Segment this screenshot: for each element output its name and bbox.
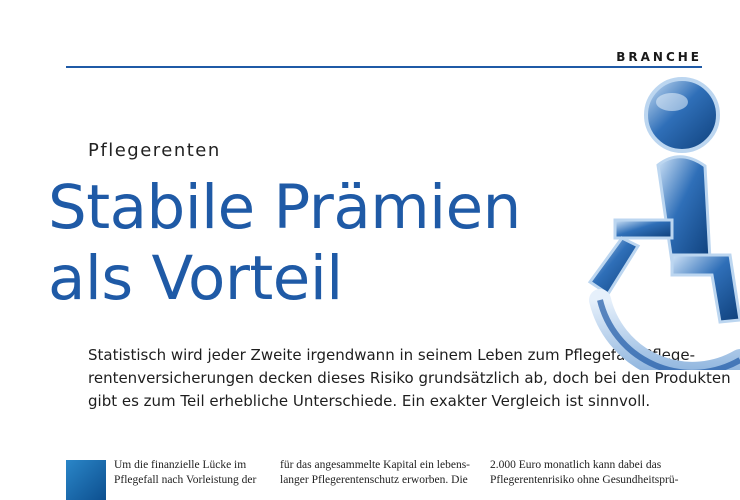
body-column-2 xyxy=(280,458,472,488)
lead-line-1: Statistisch wird jeder Zweite irgendwann in seinem Leben zum Pflegefall. Pflege- xyxy=(88,346,696,364)
body-column-3 xyxy=(490,458,685,488)
body-line: Um die finanzielle Lücke im xyxy=(114,459,247,471)
article-kicker: Pflegerenten xyxy=(88,140,221,161)
article-headline xyxy=(48,172,521,314)
drop-cap-block xyxy=(66,460,106,500)
body-line: 2.000 Euro monatlich kann dabei das xyxy=(490,459,662,471)
headline-line-2: als Vorteil xyxy=(48,243,343,314)
section-label: BRANCHE xyxy=(616,50,702,64)
lead-line-3: gibt es zum Teil erhebliche Unterschiede. Ein exakter Vergleich ist sinnvoll. xyxy=(88,392,651,410)
body-line: für das angesammelte Kapital ein lebens- xyxy=(280,459,470,471)
body-line: Pflegefall nach Vorleistung der xyxy=(114,474,257,486)
header-rule xyxy=(66,66,702,68)
wheelchair-icon xyxy=(560,70,740,370)
headline-line-1: Stabile Prämien xyxy=(48,172,521,243)
body-line: langer Pflegerentenschutz erworben. Die xyxy=(280,474,468,486)
body-line: Pflegerentenrisiko ohne Gesundheitsprü- xyxy=(490,474,679,486)
lead-line-2: rentenversicherungen decken dieses Risiko grundsätzlich ab, doch bei den Produkten xyxy=(88,369,731,387)
body-column-1 xyxy=(114,458,264,488)
